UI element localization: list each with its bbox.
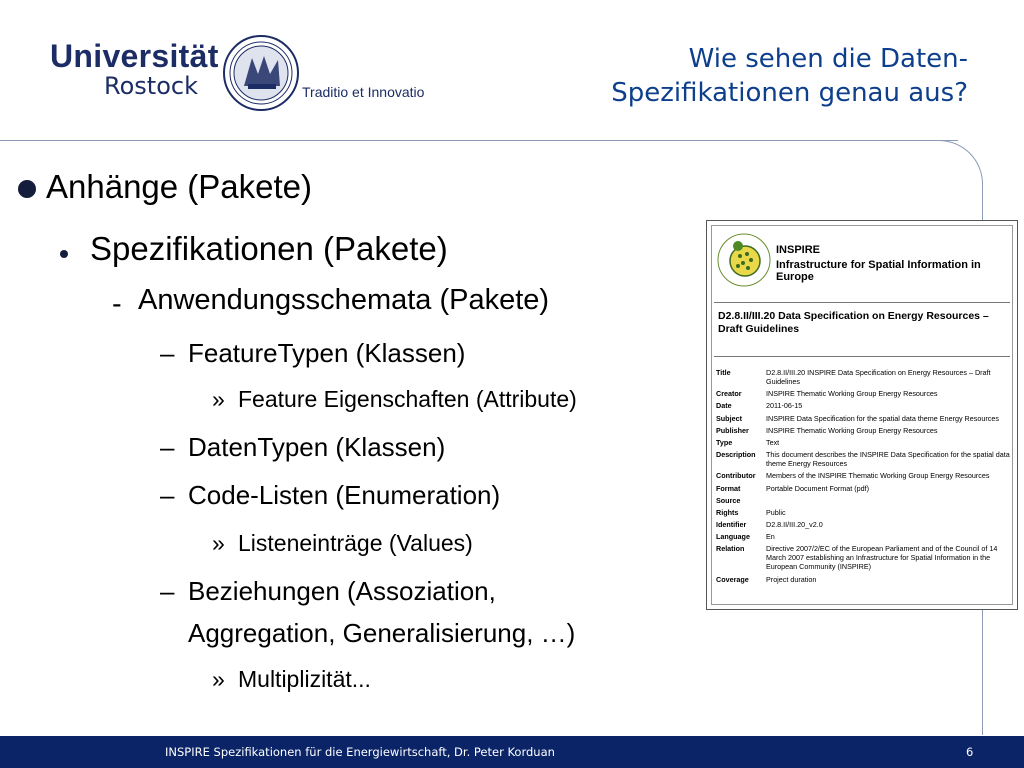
inspire-logo-icon xyxy=(716,232,772,288)
metadata-value: D2.8.II/III.20_v2.0 xyxy=(766,520,823,530)
bullet-feature-eigenschaften: Feature Eigenschaften (Attribute) xyxy=(238,386,577,412)
raquo-marker: » xyxy=(212,530,225,556)
metadata-value: D2.8.II/III.20 INSPIRE Data Specification on Energy Resources – Draft Guidelines xyxy=(766,368,991,386)
metadata-key: Source xyxy=(716,495,741,505)
metadata-row xyxy=(716,520,1012,529)
bullet-datentypen: DatenTypen (Klassen) xyxy=(188,432,446,462)
metadata-row xyxy=(716,450,1012,468)
bullet-dot-level2 xyxy=(60,250,68,258)
metadata-key: Identifier xyxy=(716,520,747,530)
bullet-anhaenge: Anhänge (Pakete) xyxy=(46,168,313,205)
bullet-dot-level1 xyxy=(18,180,36,198)
slide-title-line2: Spezifikationen genau aus? xyxy=(611,78,968,108)
metadata-row xyxy=(716,484,1012,493)
document-rule xyxy=(714,356,1010,357)
metadata-value xyxy=(766,496,1012,505)
bullet-anwendungsschemata: Anwendungsschemata (Pakete) xyxy=(138,284,550,316)
document-rule xyxy=(714,302,1010,303)
metadata-row xyxy=(716,496,1012,505)
slide-footer xyxy=(0,736,1024,768)
university-motto: Traditio et Innovatio xyxy=(302,84,425,100)
university-city: Rostock xyxy=(104,72,198,100)
metadata-row xyxy=(716,401,1012,410)
footer-text: INSPIRE Spezifikationen für die Energiewirtschaft, Dr. Peter Korduan xyxy=(165,745,555,759)
metadata-value: Directive 2007/2/EC of the European Parliament and of the Council of 14 March 2007 establishing an Infrastructure for Spatial Information in the European Community (INSPIRE) xyxy=(766,544,998,572)
metadata-key: Date xyxy=(716,401,732,411)
document-inspire-label: INSPIRE xyxy=(776,244,821,256)
document-spec-title: D2.8.II/III.20 Data Specification on Energy Resources – Draft Guidelines xyxy=(718,310,989,335)
slide-title xyxy=(508,42,968,110)
metadata-key: Publisher xyxy=(716,425,749,435)
document-page xyxy=(711,225,1013,605)
document-metadata-table xyxy=(716,368,1012,587)
university-name: Universität xyxy=(50,38,219,74)
dash-marker: – xyxy=(160,338,175,368)
bullet-featuretypen: FeatureTypen (Klassen) xyxy=(188,338,466,368)
metadata-value: INSPIRE Thematic Working Group Energy Resources xyxy=(766,425,938,435)
metadata-key: Relation xyxy=(716,544,745,554)
header-divider xyxy=(0,140,958,141)
metadata-row xyxy=(716,508,1012,517)
metadata-value: This document describes the INSPIRE Data Specification for the spatial data theme Energy Resources xyxy=(766,450,1010,469)
raquo-marker: » xyxy=(212,666,225,692)
dash-marker: – xyxy=(160,432,175,462)
metadata-key: Format xyxy=(716,483,741,493)
metadata-value: Text xyxy=(766,437,780,447)
bullet-beziehungen-line2: Aggregation, Generalisierung, …) xyxy=(188,618,576,648)
bullet-code-listen: Code-Listen (Enumeration) xyxy=(188,480,501,510)
bullet-spezifikationen: Spezifikationen (Pakete) xyxy=(90,230,448,267)
document-infrastructure-label: Infrastructure for Spatial Information in Europe xyxy=(776,259,981,283)
metadata-key: Coverage xyxy=(716,574,749,584)
document-thumbnail xyxy=(706,220,1018,610)
metadata-key: Description xyxy=(716,450,756,460)
metadata-row xyxy=(716,532,1012,541)
metadata-key: Creator xyxy=(716,389,742,399)
metadata-row xyxy=(716,368,1012,386)
metadata-row xyxy=(716,389,1012,398)
metadata-row xyxy=(716,575,1012,584)
metadata-value: En xyxy=(766,532,775,542)
metadata-key: Title xyxy=(716,368,731,377)
metadata-row xyxy=(716,414,1012,423)
metadata-key: Subject xyxy=(716,413,742,423)
bullet-listeneintraege: Listeneinträge (Values) xyxy=(238,530,473,556)
dash-marker: – xyxy=(160,480,175,510)
metadata-value: INSPIRE Thematic Working Group Energy Resources xyxy=(766,389,938,399)
metadata-key: Type xyxy=(716,437,733,447)
metadata-key: Language xyxy=(716,532,750,542)
metadata-value: Members of the INSPIRE Thematic Working Group Energy Resources xyxy=(766,471,990,481)
metadata-row xyxy=(716,544,1012,571)
dash-marker: – xyxy=(160,576,175,606)
metadata-row xyxy=(716,438,1012,447)
metadata-value: Portable Document Format (pdf) xyxy=(766,483,870,493)
metadata-key: Rights xyxy=(716,507,739,517)
university-seal-icon xyxy=(222,34,300,112)
bullet-multiplizitaet: Multiplizität... xyxy=(238,666,371,692)
bullet-marker-level3: - xyxy=(112,288,122,320)
raquo-marker: » xyxy=(212,386,225,412)
metadata-key: Contributor xyxy=(716,471,756,481)
slide-title-line1: Wie sehen die Daten- xyxy=(688,44,968,74)
metadata-row xyxy=(716,471,1012,480)
metadata-value: Public xyxy=(766,507,786,517)
slide-header xyxy=(0,0,1024,140)
bullet-beziehungen-line1: Beziehungen (Assoziation, xyxy=(188,576,496,606)
metadata-row xyxy=(716,426,1012,435)
metadata-value: Project duration xyxy=(766,574,817,584)
metadata-value: 2011-06-15 xyxy=(766,401,803,411)
page-number: 6 xyxy=(966,745,974,759)
frame-corner xyxy=(939,140,983,184)
metadata-value: INSPIRE Data Specification for the spatial data theme Energy Resources xyxy=(766,413,999,423)
